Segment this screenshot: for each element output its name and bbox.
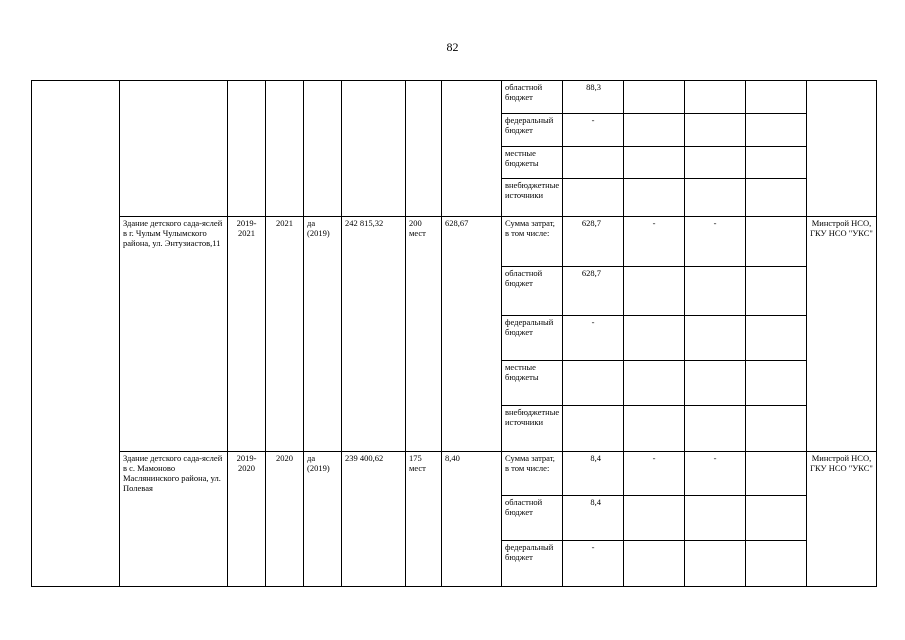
amount-cell: -	[624, 217, 685, 267]
amount-cell: -	[624, 452, 685, 496]
amount-cell: 8,4	[563, 496, 624, 541]
funding-source: местные бюджеты	[502, 147, 563, 179]
funding-source: Сумма затрат, в том числе:	[502, 217, 563, 267]
amount-cell: -	[563, 114, 624, 147]
object-capacity: 200 мест	[406, 217, 442, 452]
funding-source: федеральный бюджет	[502, 541, 563, 587]
object-name: Здание детского сада-яслей в с. Мамоново Маслянинского района, ул. Полевая	[120, 452, 228, 587]
object-owner: Минстрой НСО, ГКУ НСО "УКС"	[807, 452, 877, 587]
funding-source: местные бюджеты	[502, 361, 563, 406]
amount-cell	[563, 179, 624, 217]
object-total: 8,40	[442, 452, 502, 587]
amount-cell	[563, 406, 624, 452]
amount-cell: -	[685, 217, 746, 267]
amount-cell	[563, 361, 624, 406]
object-capacity: 175 мест	[406, 452, 442, 587]
funding-source: федеральный бюджет	[502, 114, 563, 147]
object-period: 2019-2020	[228, 452, 266, 587]
object-year: 2021	[266, 217, 304, 452]
table-row	[32, 452, 877, 496]
object-owner: Минстрой НСО, ГКУ НСО "УКС"	[807, 217, 877, 452]
amount-cell	[563, 147, 624, 179]
funding-source: внебюджетные источники	[502, 406, 563, 452]
funding-source: внебюджетные источники	[502, 179, 563, 217]
budget-table	[31, 80, 877, 587]
amount-cell: 88,3	[563, 81, 624, 114]
object-total: 628,67	[442, 217, 502, 452]
page-number: 82	[446, 40, 459, 54]
amount-cell: -	[685, 452, 746, 496]
object-period: 2019-2021	[228, 217, 266, 452]
amount-cell: 628,7	[563, 267, 624, 316]
funding-source: областной бюджет	[502, 267, 563, 316]
amount-cell: -	[563, 316, 624, 361]
object-year: 2020	[266, 452, 304, 587]
funding-source: областной бюджет	[502, 81, 563, 114]
funding-source: Сумма затрат, в том числе:	[502, 452, 563, 496]
funding-source: областной бюджет	[502, 496, 563, 541]
amount-cell: -	[563, 541, 624, 587]
object-cost: 239 400,62	[342, 452, 406, 587]
object-name: Здание детского сада-яслей в г. Чулым Чулымского района, ул. Энтузиастов,11	[120, 217, 228, 452]
table-row	[32, 217, 877, 267]
empty-first-column	[32, 81, 120, 587]
amount-cell: 8,4	[563, 452, 624, 496]
object-flag: да (2019)	[304, 452, 342, 587]
funding-source: федеральный бюджет	[502, 316, 563, 361]
amount-cell: 628,7	[563, 217, 624, 267]
object-flag: да (2019)	[304, 217, 342, 452]
object-cost: 242 815,32	[342, 217, 406, 452]
table-row	[32, 81, 877, 114]
